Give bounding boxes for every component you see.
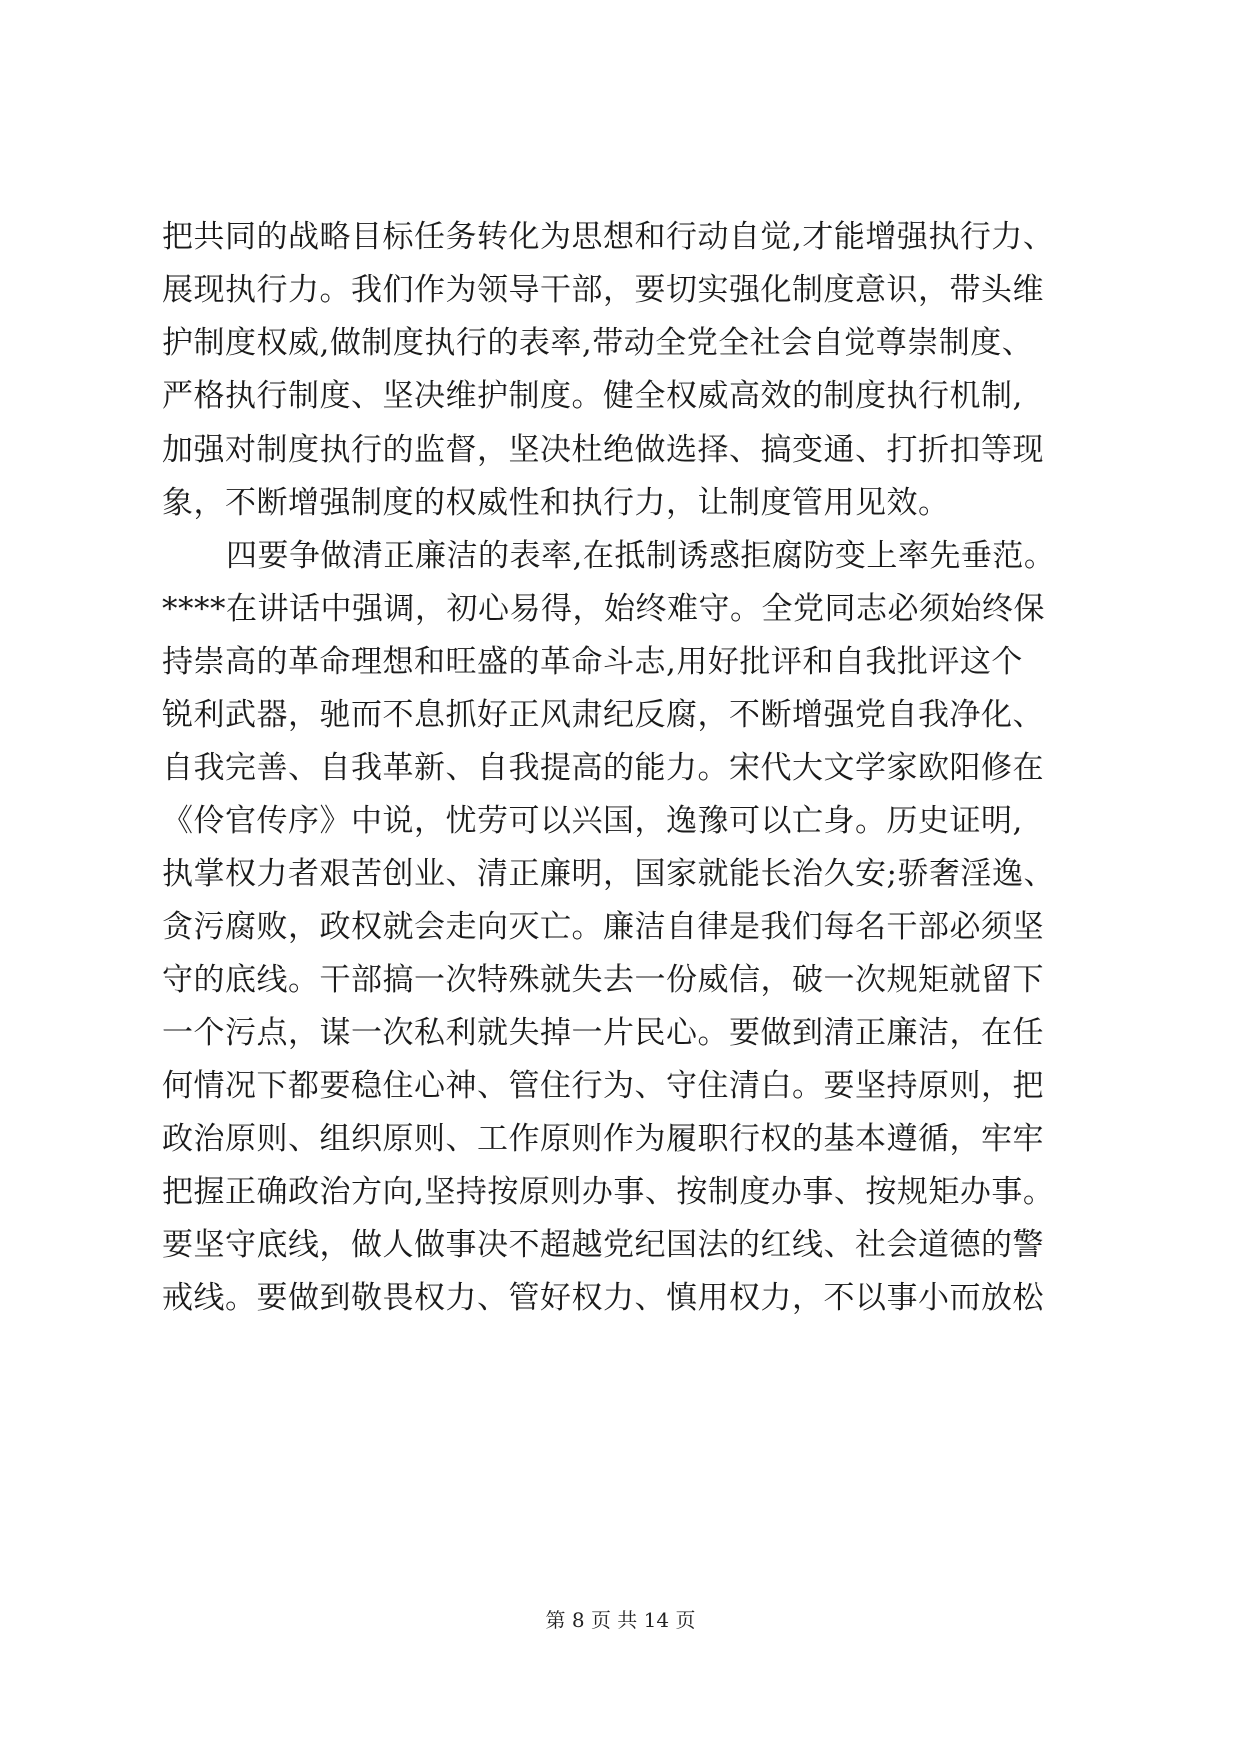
text-line: 锐利武器，驰而不息抓好正风肃纪反腐，不断增强党自我净化、: [162, 697, 1044, 733]
text-line: 护制度权威,做制度执行的表率,带动全党全社会自觉尊崇制度、: [162, 325, 1034, 361]
page-footer: [0, 1605, 1241, 1635]
text-line: 展现执行力。我们作为领导干部，要切实强化制度意识，带头维: [162, 272, 1044, 308]
text-line: 把握正确政治方向,坚持按原则办事、按制度办事、按规矩办事。: [162, 1174, 1055, 1210]
text-line: 加强对制度执行的监督，坚决杜绝做选择、搞变通、打折扣等现: [162, 432, 1044, 468]
text-line: 戒线。要做到敬畏权力、管好权力、慎用权力，不以事小而放松: [162, 1280, 1044, 1316]
text-line: ****在讲话中强调，初心易得，始终难守。全党同志必须始终保: [162, 591, 1045, 627]
text-line: 严格执行制度、坚决维护制度。健全权威高效的制度执行机制,: [162, 378, 1023, 414]
text-line: 贪污腐败，政权就会走向灭亡。廉洁自律是我们每名干部必须坚: [162, 909, 1044, 945]
text-line: 执掌权力者艰苦创业、清正廉明，国家就能长治久安;骄奢淫逸、: [162, 856, 1055, 892]
text-line: 把共同的战略目标任务转化为思想和行动自觉,才能增强执行力、: [162, 219, 1055, 255]
text-line: 象，不断增强制度的权威性和执行力，让制度管用见效。: [162, 485, 950, 521]
text-line: 守的底线。干部搞一次特殊就失去一份威信，破一次规矩就留下: [162, 962, 1044, 998]
paragraph-start-line: 四要争做清正廉洁的表率,在抵制诱惑拒腐防变上率先垂范。: [226, 538, 1056, 574]
text-line: 政治原则、组织原则、工作原则作为履职行权的基本遵循，牢牢: [162, 1121, 1044, 1157]
text-line: 一个污点，谋一次私利就失掉一片民心。要做到清正廉洁，在任: [162, 1015, 1044, 1051]
text-line: 《伶官传序》中说，忧劳可以兴国，逸豫可以亡身。历史证明,: [162, 803, 1023, 839]
text-line: 何情况下都要稳住心神、管住行为、守住清白。要坚持原则，把: [162, 1068, 1044, 1104]
text-line: 持崇高的革命理想和旺盛的革命斗志,用好批评和自我批评这个: [162, 644, 1023, 680]
page-number-label: 第 8 页 共 14 页: [545, 1608, 696, 1632]
text-line: 自我完善、自我革新、自我提高的能力。宋代大文学家欧阳修在: [162, 750, 1044, 786]
text-line: 要坚守底线，做人做事决不超越党纪国法的红线、社会道德的警: [162, 1227, 1044, 1263]
